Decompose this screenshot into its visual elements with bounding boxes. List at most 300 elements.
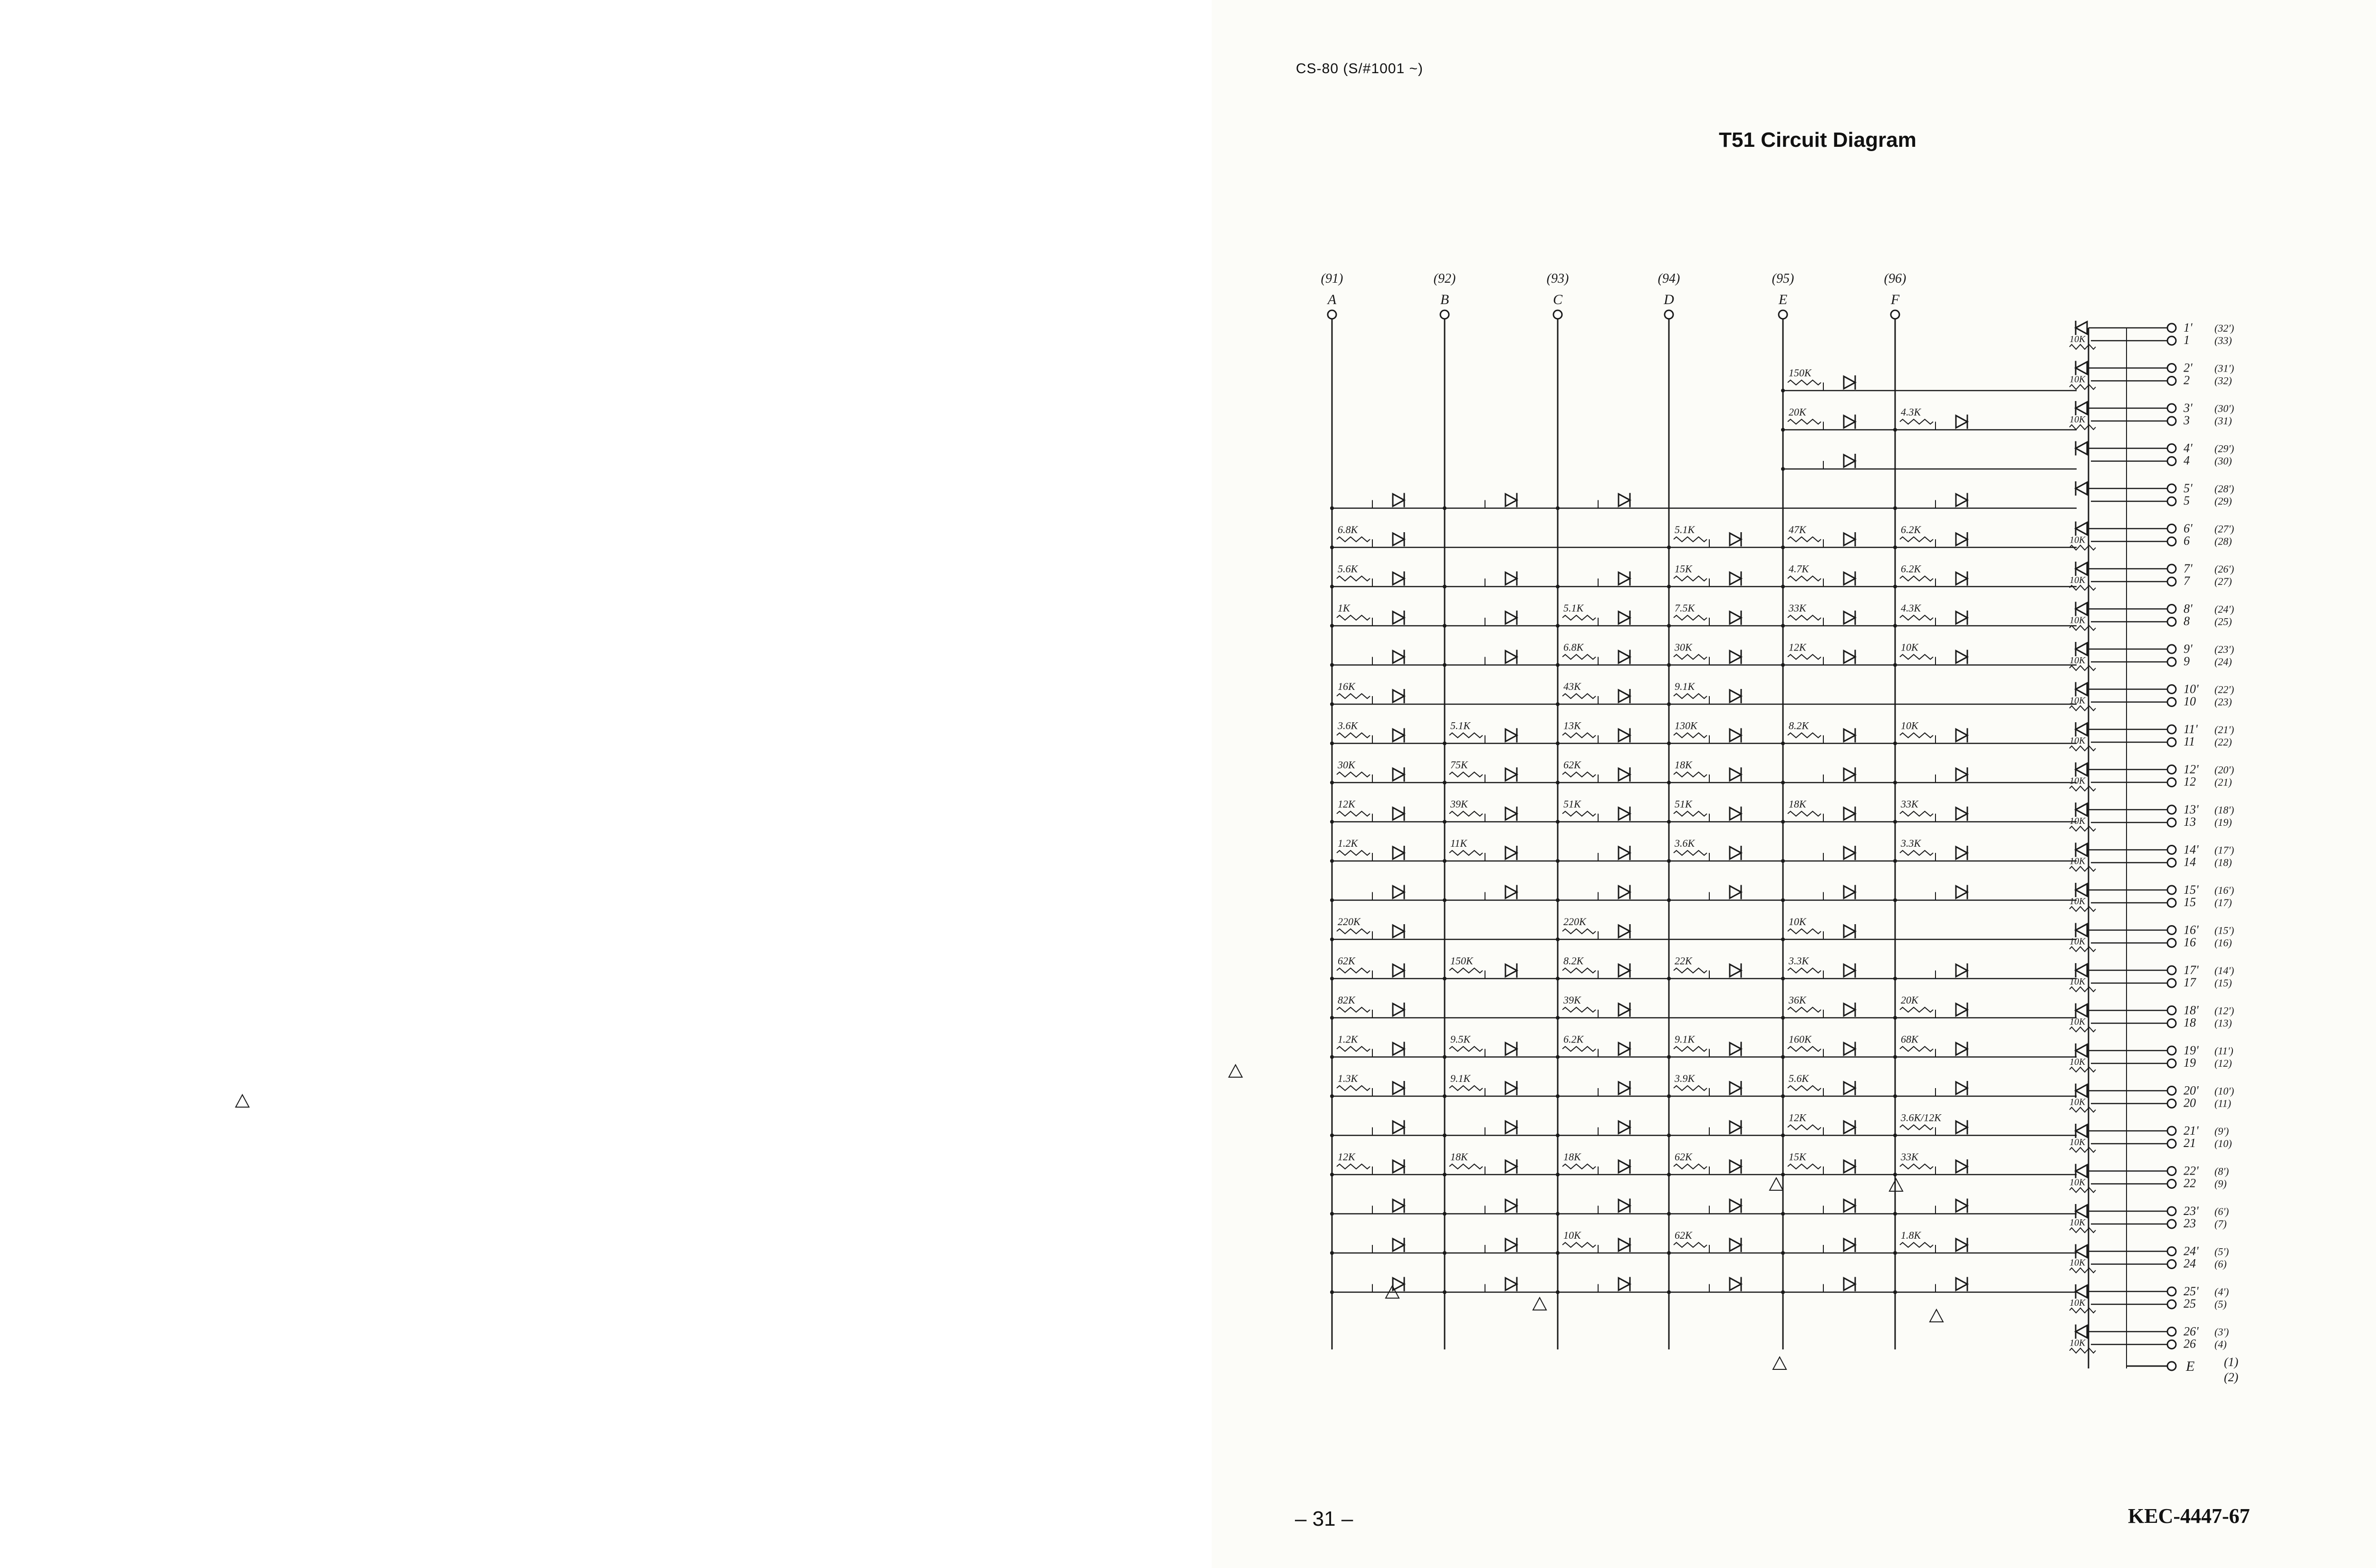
diode [1619,1159,1630,1174]
junction-dot [1893,507,1897,510]
diode-triangle [1505,1082,1517,1094]
output-label: 18 [2184,1015,2196,1030]
diode [1505,572,1517,586]
output-resistor [2069,1188,2096,1193]
output-diode [2076,602,2087,616]
output-terminal [2167,926,2176,935]
resistor [1788,576,1821,581]
output-diode [2076,361,2087,375]
diode [1505,1238,1517,1252]
diode [1393,1238,1404,1252]
output-diode [2076,923,2087,937]
resistor [1337,576,1370,581]
resistor [1674,1086,1707,1090]
output-label: 26' [2184,1324,2199,1339]
diode [1844,807,1855,821]
diode-triangle [1619,768,1630,781]
output-resistor-value: 10K [2069,816,2086,826]
output-label: 4 [2184,453,2190,468]
diode-triangle [1619,729,1630,742]
output-label: 23' [2184,1204,2199,1218]
output-resistor [2069,344,2096,349]
resistor-value: 36K [1789,994,1806,1006]
output-resistor-value: 10K [2069,695,2086,706]
junction-dot [1556,663,1560,667]
output-terminal [2167,484,2176,493]
output-label: 26 [2184,1337,2196,1351]
output-pin-label: (31') [2214,362,2234,374]
output-label: 4' [2184,441,2193,455]
output-terminal [2167,1006,2176,1015]
diode-triangle [1393,573,1404,585]
diode-triangle [1956,847,1967,859]
diode [1505,1277,1517,1291]
diode [1844,1003,1855,1017]
junction-dot [1330,820,1334,824]
ground-label: E [2186,1358,2195,1374]
resistor-value: 18K [1675,759,1692,771]
junction-dot [1893,624,1897,628]
diode-triangle [2076,442,2087,455]
resistor [1562,694,1596,698]
diode [1844,1042,1855,1056]
diode [1956,1120,1967,1135]
diode-triangle [1505,1278,1517,1291]
junction-dot [1556,1251,1560,1255]
junction-dot [1556,702,1560,706]
junction-dot [1443,781,1447,784]
junction-dot [1781,1016,1785,1020]
output-resistor-value: 10K [2069,1217,2086,1228]
resistor-value: 11K [1450,837,1467,849]
resistor-value: 51K [1563,798,1581,810]
output-diode [2076,522,2087,536]
output-terminal [2167,1287,2176,1296]
output-pin-label: (24) [2214,656,2232,668]
output-terminal [2167,577,2176,586]
diode [1505,650,1517,664]
resistor [1788,655,1821,660]
junction-dot [1667,977,1671,981]
output-terminal [2167,899,2176,907]
resistor [1562,1243,1596,1247]
diode-triangle [2076,1085,2087,1097]
diode [1844,885,1855,899]
diode-triangle [2076,1285,2087,1298]
diode-triangle [1844,808,1855,820]
output-label: 20 [2184,1096,2196,1110]
junction-dot [1330,1134,1334,1138]
resistor-value: 6.2K [1901,563,1921,575]
resistor-value: 68K [1901,1033,1918,1045]
resistor-value: 33K [1901,798,1918,810]
diode [1844,728,1855,743]
output-pin-label: (5) [2214,1298,2227,1310]
resistor [1337,1086,1370,1090]
diode-triangle [1956,1200,1967,1212]
output-pin-label: (23) [2214,696,2232,708]
output-resistor-value: 10K [2069,1257,2086,1268]
resistor-value: 9.1K [1675,680,1695,692]
output-pin-label: (11') [2214,1045,2233,1057]
output-pin-label: (31) [2214,415,2232,427]
output-terminal [2167,658,2176,666]
diode-triangle [1844,1160,1855,1173]
diode [1956,964,1967,978]
diode-triangle [1505,729,1517,742]
diode-triangle [1619,1278,1630,1291]
resistor [1562,812,1596,816]
diode-triangle [2076,402,2087,414]
resistor [1449,1047,1483,1052]
junction-dot [1667,820,1671,824]
resistor-value: 150K [1789,367,1811,379]
resistor-value: 5.1K [1450,719,1471,732]
diode-triangle [1505,1043,1517,1055]
diode-triangle [1844,533,1855,545]
junction-dot [1893,663,1897,667]
diode [1730,728,1741,743]
diode-triangle [1393,690,1404,702]
diode-triangle [1844,573,1855,585]
resistor-value: 4.7K [1789,563,1809,575]
resistor-value: 22K [1675,955,1692,967]
diode-triangle [1393,768,1404,781]
diode [1505,1159,1517,1174]
output-resistor [2069,1067,2096,1072]
output-terminal [2167,1127,2176,1135]
diode-triangle [1619,1200,1630,1212]
diode-triangle [1956,1160,1967,1173]
junction-dot [1443,1055,1447,1059]
junction-dot [1781,820,1785,824]
junction-dot [1781,545,1785,549]
diode-triangle [1730,1121,1741,1134]
diode-triangle [1505,768,1517,781]
junction-dot [1330,1212,1334,1216]
junction-dot [1443,663,1447,667]
output-pin-label: (17) [2214,897,2232,908]
caution-triangle-icon [1229,1065,1242,1077]
diode [1393,1159,1404,1174]
output-label: 16 [2184,935,2196,949]
resistor [1562,615,1596,620]
output-resistor [2069,786,2096,791]
resistor [1788,615,1821,620]
resistor [1562,655,1596,660]
output-pin-label: (32) [2214,374,2232,387]
output-terminal [2167,377,2176,385]
diode-triangle [1956,768,1967,781]
output-pin-label: (22) [2214,736,2232,748]
diode-triangle [1619,494,1630,507]
diode-triangle [1619,612,1630,624]
diode-triangle [1956,1239,1967,1251]
output-resistor-value: 10K [2069,856,2086,867]
resistor-value: 4.3K [1901,406,1921,418]
resistor [1449,968,1483,973]
output-resistor [2069,385,2096,390]
output-terminal [2167,618,2176,626]
output-terminal [2167,1167,2176,1176]
output-label: 15 [2184,895,2196,909]
output-resistor [2069,947,2096,952]
resistor-value: 12K [1338,798,1355,810]
junction-dot [1781,1291,1785,1294]
diode [1393,1199,1404,1213]
diode [1619,650,1630,664]
output-label: 21 [2184,1136,2196,1150]
junction-dot [1443,585,1447,589]
resistor-value: 130K [1675,719,1697,732]
junction-dot [1893,585,1897,589]
resistor [1900,1007,1933,1012]
diode [1393,611,1404,625]
diode [1956,1159,1967,1174]
resistor [1562,1007,1596,1012]
ground-pin-label: (1) [2224,1355,2239,1369]
output-diode [2076,963,2087,977]
diode [1730,1199,1741,1213]
output-pin-label: (23') [2214,643,2234,655]
resistor-value: 75K [1450,759,1468,771]
junction-dot [1781,977,1785,981]
ground-terminal [2167,1362,2176,1370]
output-label: 9 [2184,654,2190,668]
resistor [1788,1086,1821,1090]
output-pin-label: (21) [2214,776,2232,788]
output-pin-label: (9) [2214,1177,2227,1190]
output-diode [2076,1325,2087,1339]
diode [1619,1277,1630,1291]
bus-terminal [1328,310,1336,319]
output-diode [2076,883,2087,897]
diode-triangle [1844,1278,1855,1291]
diode [1393,728,1404,743]
diode-triangle [2076,603,2087,615]
resistor-value: 10K [1789,916,1806,927]
diode [1844,924,1855,938]
diode-triangle [1505,847,1517,859]
resistor [1900,851,1933,855]
output-resistor-value: 10K [2069,1298,2086,1308]
diode [1619,767,1630,782]
resistor [1674,812,1707,816]
diode-triangle [1956,533,1967,545]
output-resistor [2069,907,2096,911]
diode [1730,1042,1741,1056]
diode [1393,1120,1404,1135]
resistor-value: 16K [1338,680,1355,692]
resistor-value: 9.1K [1450,1072,1471,1084]
diode [1619,493,1630,507]
caution-triangle-icon [1533,1298,1546,1310]
junction-dot [1667,742,1671,746]
diode [1956,1199,1967,1213]
output-diode [2076,1164,2087,1178]
output-resistor [2069,1348,2096,1353]
resistor-value: 3.3K [1901,837,1921,849]
junction-dot [1667,624,1671,628]
output-pin-label: (28') [2214,483,2234,495]
diode [1505,1199,1517,1213]
output-label: 24' [2184,1244,2199,1258]
diode-triangle [1844,847,1855,859]
page-title: T51 Circuit Diagram [1719,128,1916,152]
resistor [1788,420,1821,424]
resistor [1562,929,1596,934]
diode [1393,493,1404,507]
output-resistor-value: 10K [2069,936,2086,947]
junction-dot [1893,1055,1897,1059]
diode [1844,611,1855,625]
bus-pin-label: (94) [1657,271,1680,286]
junction-dot [1556,585,1560,589]
output-label: 17 [2184,975,2196,989]
junction-dot [1781,1173,1785,1176]
junction-dot [1443,742,1447,746]
resistor-value: 7.5K [1675,602,1695,614]
junction-dot [1667,1055,1671,1059]
diode [1956,1003,1967,1017]
diode [1844,1159,1855,1174]
output-resistor [2069,1147,2096,1152]
diode [1730,964,1741,978]
diode [1844,1120,1855,1135]
output-resistor [2069,746,2096,751]
output-diode [2076,1124,2087,1138]
output-resistor-value: 10K [2069,736,2086,746]
junction-dot [1667,545,1671,549]
output-label: 13 [2184,815,2196,829]
diode-triangle [1730,886,1741,899]
resistor [1674,694,1707,698]
junction-dot [1443,859,1447,863]
junction-dot [1443,507,1447,510]
output-resistor-value: 10K [2069,575,2086,585]
diode [1619,1238,1630,1252]
output-label: 3 [2184,413,2190,427]
resistor [1674,576,1707,581]
caution-triangle-icon [1773,1357,1786,1369]
output-terminal [2167,1247,2176,1256]
resistor-value: 62K [1675,1151,1692,1163]
resistor [1674,1164,1707,1169]
diode-triangle [1619,847,1630,859]
diode-triangle [1619,925,1630,937]
resistor-value: 30K [1675,641,1692,653]
output-diode [2076,1204,2087,1218]
junction-dot [1667,663,1671,667]
junction-dot [1781,859,1785,863]
output-label: 3' [2184,401,2193,415]
resistor [1562,772,1596,777]
output-terminal [2167,685,2176,694]
resistor [1900,1243,1933,1247]
junction-dot [1667,1291,1671,1294]
diode-triangle [1844,612,1855,624]
diode [1393,689,1404,703]
junction-dot [1781,937,1785,941]
resistor-value: 5.6K [1338,563,1358,575]
junction-dot [1667,1251,1671,1255]
output-diode [2076,722,2087,736]
resistor-value: 18K [1563,1151,1581,1163]
junction-dot [1330,899,1334,902]
resistor-value: 39K [1563,994,1581,1006]
output-diode [2076,682,2087,697]
junction-dot [1781,1094,1785,1098]
caution-triangle-icon [1930,1310,1943,1322]
output-diode [2076,642,2087,656]
output-pin-label: (6') [2214,1205,2229,1217]
bus-pin-label: (91) [1321,271,1343,286]
diode-triangle [1393,886,1404,899]
resistor [1900,1164,1933,1169]
diode-triangle [1844,1121,1855,1134]
diode [1730,572,1741,586]
diode-triangle [1730,1082,1741,1094]
diode [1505,1042,1517,1056]
diode-triangle [2076,844,2087,856]
output-diode [2076,1084,2087,1098]
output-pin-label: (13) [2214,1017,2232,1029]
resistor [1337,772,1370,777]
resistor [1788,1125,1821,1130]
diode-triangle [1730,651,1741,663]
junction-dot [1781,1212,1785,1216]
diode-triangle [1393,1082,1404,1094]
diode-triangle [1844,886,1855,899]
output-label: 25' [2184,1284,2199,1298]
output-terminal [2167,444,2176,453]
diode [1844,1199,1855,1213]
diode-triangle [2076,1004,2087,1017]
junction-dot [1330,702,1334,706]
diode-triangle [2076,1245,2087,1258]
output-terminal [2167,1300,2176,1309]
output-pin-label: (29) [2214,495,2232,507]
diode [1505,846,1517,860]
resistor-value: 47K [1789,524,1806,535]
diode [1730,689,1741,703]
diode-triangle [1505,1200,1517,1212]
resistor-value: 51K [1675,798,1692,810]
diode-triangle [1619,886,1630,899]
diode-triangle [1956,1082,1967,1094]
output-terminal [2167,1046,2176,1055]
resistor-value: 10K [1901,641,1918,653]
diode-triangle [1619,690,1630,702]
junction-dot [1667,702,1671,706]
diode [1730,1238,1741,1252]
junction-dot [1443,1251,1447,1255]
diode [1393,807,1404,821]
resistor [1900,733,1933,738]
diode [1956,532,1967,546]
output-label: 14' [2184,842,2199,857]
diode-triangle [1393,925,1404,937]
resistor [1674,537,1707,542]
resistor-value: 3.9K [1675,1072,1695,1084]
output-label: 5' [2184,481,2193,495]
output-terminal [2167,497,2176,506]
caution-triangle-icon [1770,1178,1783,1190]
junction-dot [1330,1251,1334,1255]
diode-triangle [2076,964,2087,976]
resistor [1449,733,1483,738]
diode [1730,1081,1741,1095]
